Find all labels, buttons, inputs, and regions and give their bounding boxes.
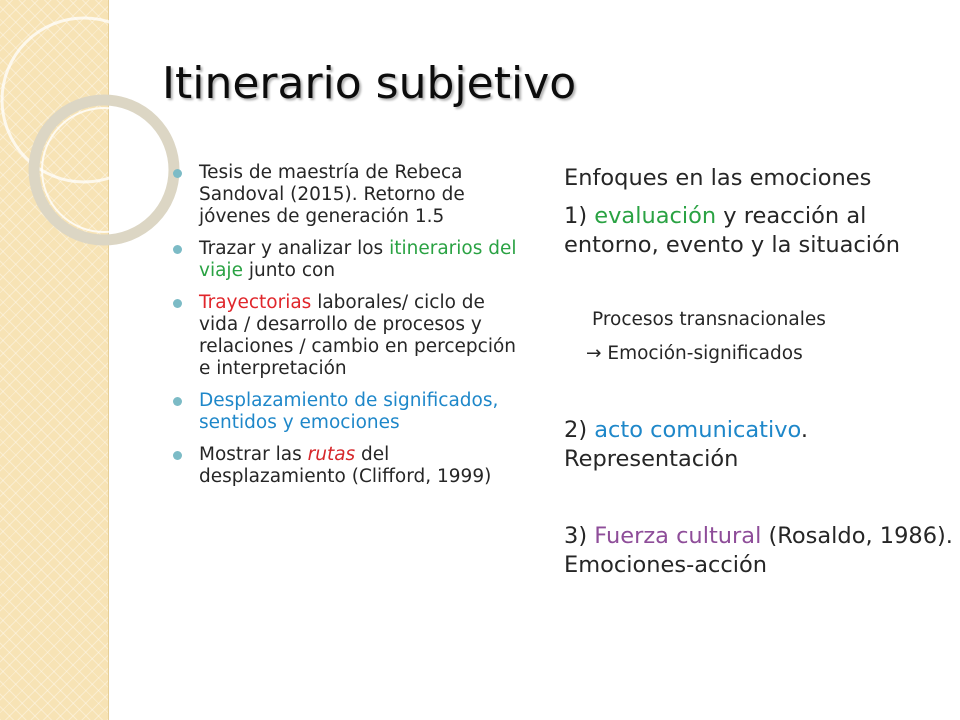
list-item: Mostrar las rutas del desplazamiento (Clifford, 1999) bbox=[172, 444, 517, 488]
point-1: 1) evaluación y reacción al entorno, evento y la situación bbox=[564, 203, 901, 258]
highlight-itinerarios: itinerarios del viaje bbox=[199, 238, 517, 281]
highlight-rutas: rutas bbox=[307, 444, 356, 465]
highlight-evaluacion: evaluación bbox=[594, 203, 717, 229]
list-item bbox=[172, 390, 517, 434]
highlight-acto: acto comunicativo bbox=[594, 417, 801, 443]
slide-title: Itinerario subjetivo bbox=[162, 58, 577, 109]
sub-point-emocion: → Emoción-significados bbox=[586, 343, 803, 364]
bullet-dot-icon bbox=[173, 397, 182, 406]
highlight-fuerza: Fuerza cultural bbox=[594, 523, 762, 549]
highlight-desplazamiento: Desplazamiento de significados, sentidos y emociones bbox=[199, 390, 499, 433]
emotions-heading: Enfoques en las emociones bbox=[564, 165, 872, 191]
list-item: Trazar y analizar los itinerarios del viaje junto con bbox=[172, 238, 517, 282]
bullet-list bbox=[172, 162, 517, 498]
bullet-dot-icon bbox=[173, 299, 182, 308]
point-2: 2) acto comunicativo. Representación bbox=[564, 417, 809, 472]
list-item: Tesis de maestría de Rebeca Sandoval (2015). Retorno de jóvenes de generación 1.5 bbox=[172, 162, 517, 228]
bullet-dot-icon bbox=[173, 245, 182, 254]
arrow-right-icon: → bbox=[586, 343, 602, 364]
sub-point-procesos: Procesos transnacionales bbox=[592, 309, 826, 330]
list-item: Trayectorias laborales/ ciclo de vida / desarrollo de procesos y relaciones / cambio en percepción e interpretación bbox=[172, 292, 517, 380]
bullet-dot-icon bbox=[173, 451, 182, 460]
bullet-dot-icon bbox=[173, 169, 182, 178]
highlight-trayectorias: Trayectorias bbox=[199, 292, 312, 313]
point-3: 3) Fuerza cultural (Rosaldo, 1986). Emociones-acción bbox=[564, 523, 953, 578]
